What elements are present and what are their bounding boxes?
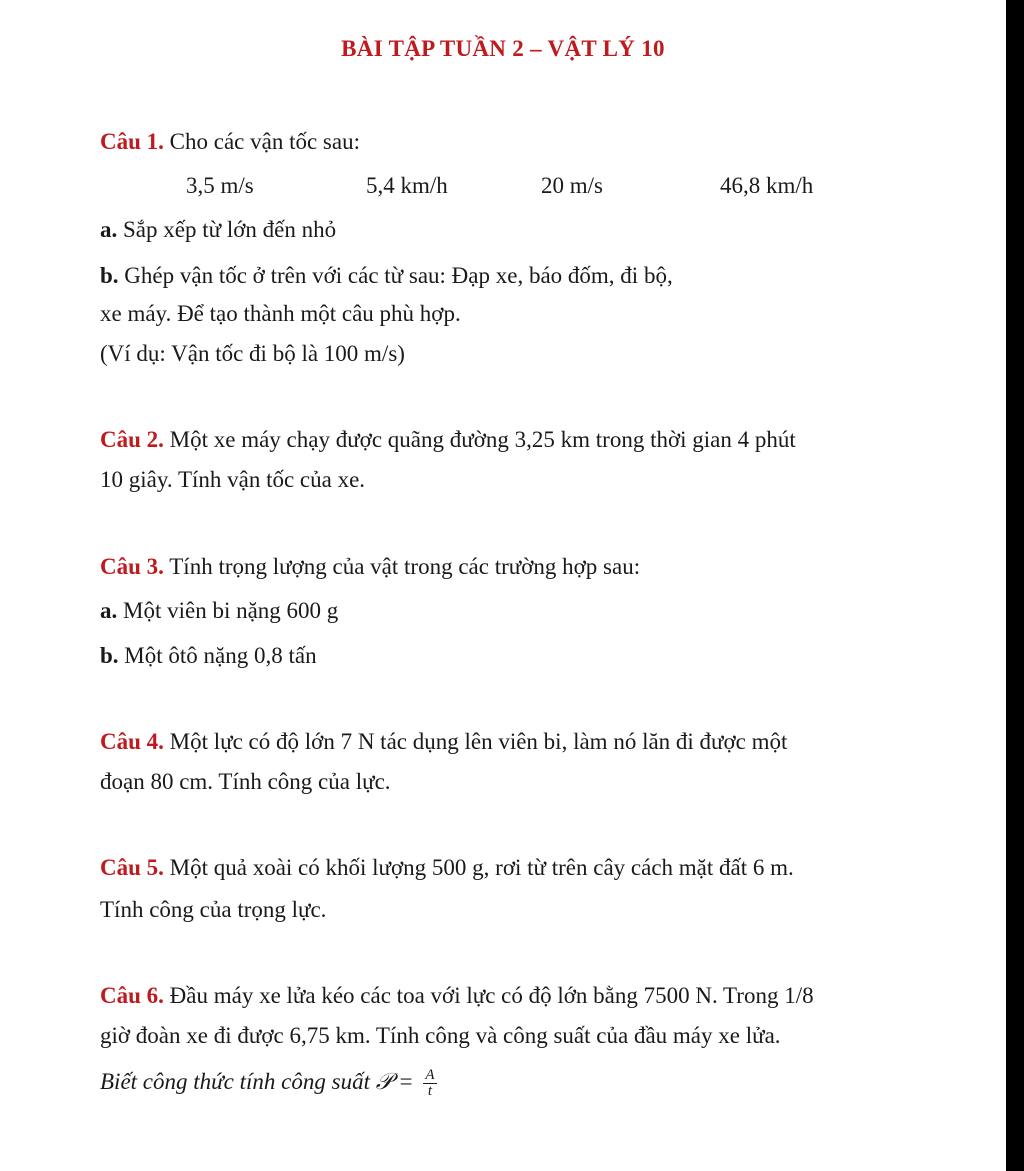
page-title: BÀI TẬP TUẦN 2 – VẬT LÝ 10 <box>341 36 665 61</box>
part-b-text: Ghép vận tốc ở trên với các từ sau: Đạp xe, báo đốm, đi bộ, <box>124 263 673 288</box>
question-1-label: Câu 1. <box>100 129 164 154</box>
velocity-value: 20 m/s <box>541 173 603 198</box>
formula-lhs: 𝒫 = <box>375 1069 414 1094</box>
question-5-continued: Tính công của trọng lực. <box>100 897 327 922</box>
part-a-label: a. <box>100 217 118 242</box>
question-2-label: Câu 2. <box>100 427 164 452</box>
formula-numerator: A <box>425 1067 435 1084</box>
part-b-label: b. <box>100 643 119 668</box>
question-5-label: Câu 5. <box>100 855 164 880</box>
formula-denominator: t <box>427 1083 433 1100</box>
question-1-part-b-continued: xe máy. Để tạo thành một câu phù hợp. <box>100 301 461 326</box>
question-4-text: Một lực có độ lớn 7 N tác dụng lên viên bi, làm nó lăn đi được một <box>169 729 788 754</box>
question-4-label: Câu 4. <box>100 729 164 754</box>
velocity-value: 46,8 km/h <box>720 173 814 198</box>
question-3-label: Câu 3. <box>100 554 164 579</box>
question-3-text: Tính trọng lượng của vật trong các trường hợp sau: <box>169 554 641 579</box>
question-6-continued: giờ đoàn xe đi được 6,75 km. Tính công và công suất của đầu máy xe lửa. <box>100 1023 781 1048</box>
question-4 <box>100 728 787 756</box>
question-3-part-b <box>100 642 317 670</box>
part-b-label: b. <box>100 263 119 288</box>
question-2-continued: 10 giây. Tính vận tốc của xe. <box>100 467 366 492</box>
question-1-part-a <box>100 216 336 244</box>
question-3-part-a <box>100 597 338 625</box>
question-2-text: Một xe máy chạy được quãng đường 3,25 km trong thời gian 4 phút <box>169 427 796 452</box>
part-a-label: a. <box>100 598 118 623</box>
question-4-continued: đoạn 80 cm. Tính công của lực. <box>100 769 391 794</box>
part-a-text: Một viên bi nặng 600 g <box>123 598 339 623</box>
part-a-text: Sắp xếp từ lớn đến nhỏ <box>123 217 337 242</box>
question-5 <box>100 854 794 882</box>
hint-text: Biết công thức tính công suất <box>100 1069 370 1094</box>
question-1-part-b <box>100 262 673 290</box>
question-2 <box>100 426 796 454</box>
question-6-label: Câu 6. <box>100 983 164 1008</box>
question-6-text: Đầu máy xe lửa kéo các toa với lực có độ lớn bằng 7500 N. Trong 1/8 <box>169 983 814 1008</box>
velocity-value: 5,4 km/h <box>366 173 448 198</box>
question-3 <box>100 553 640 581</box>
formula-fraction <box>423 1068 436 1099</box>
power-formula-hint <box>100 1068 437 1099</box>
question-6 <box>100 982 814 1010</box>
question-1-example: (Ví dụ: Vận tốc đi bộ là 100 m/s) <box>100 341 405 366</box>
question-1 <box>100 128 360 156</box>
velocity-value: 3,5 m/s <box>186 173 254 198</box>
part-b-text: Một ôtô nặng 0,8 tấn <box>124 643 317 668</box>
question-5-text: Một quả xoài có khối lượng 500 g, rơi từ trên cây cách mặt đất 6 m. <box>169 855 794 880</box>
question-1-text: Cho các vận tốc sau: <box>169 129 360 154</box>
